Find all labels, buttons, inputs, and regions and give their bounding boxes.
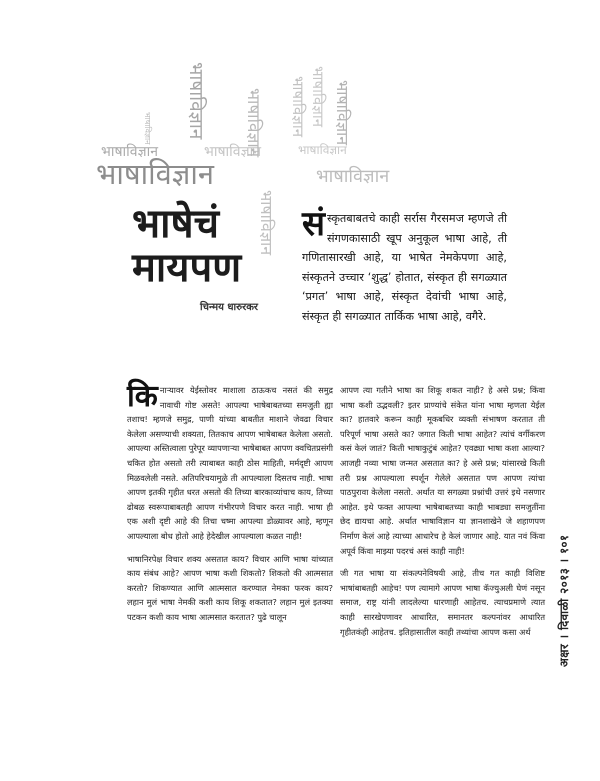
body-paragraph: जी गत भाषा या संकल्पनेविषयी आहे, तीच गत काही विशिष्ट भाषांबाबतही आहेच! पण त्यामागे आपण भाषा कॅज्युअली घेणं नसून समाज, राष्ट्र यांनी लादलेल्या धारणाही आहेतच. त्याचप्रमाणे त्यात काही सारखेपणावर आधारित, समानतर कल्पनांवर आधारित गृहीतकंही आहेतच. इतिहासातील काही तथ्यांचा आपण कसा अर्थ: [340, 568, 545, 637]
word-cloud-word: भाषाविज्ञान: [257, 190, 276, 256]
word-cloud-word: भाषाविज्ञान: [333, 80, 352, 146]
body-paragraph: [127, 379, 333, 544]
body-dropcap: कि: [127, 379, 158, 414]
word-cloud-word: भाषाविज्ञान: [289, 76, 307, 138]
page-footer: अक्षर । दिवाळी २०१३ । १०१: [557, 534, 571, 667]
body-paragraph: आपण त्या गतीने भाषा का शिकू शकत नाही? हे असे प्रश्न; किंवा भाषा कशी उद्भवली? इतर प्राण्यांचे संकेत यांना भाषा म्हणता येईल का? हातवारे करून काही मूकबधिर व्यक्ती संभाषण करतात ती परिपूर्ण भाषा असते का? जगात किती भाषा आहेत? त्यांचं वर्गीकरण कसं केलं जातं? किती भाषाकुटुंबं आहेत? एवढ्या भाषा कशा आल्या? आजही नव्या भाषा जन्मत असतात का? हे असे प्रश्न; यांसारखे किती तरी प्रश्न आपल्याला स्पर्शून गेलेले असतात पण आपण त्यांचा पाठपुरावा केलेला नसतो. अर्थात या सगळ्या प्रश्नांची उत्तरं इथे नसणार आहेत. इथे फक्त आपल्या भाषेबाबतच्या काही भाबड्या समजुतींना छेद द्यायचा आहे. अर्थात भाषाविज्ञान या ज्ञानशाखेने जे शहाणपण निर्माण केलं आहे त्याच्या आधारेच हे केलं जाणार आहे. यात नवं किंवा अपूर्व किंवा माझ्या पदरचं असं काही नाही!: [340, 385, 545, 556]
word-cloud-word: भाषाविज्ञान: [143, 112, 152, 145]
word-cloud-word: भाषाविज्ञान: [101, 144, 158, 160]
word-cloud-word: भाषाविज्ञान: [96, 157, 215, 191]
title-line-1: भाषेचं: [132, 201, 219, 247]
word-cloud-word: भाषाविज्ञान: [316, 166, 390, 187]
author-byline: चिन्मय धारुरकर: [200, 302, 258, 313]
word-cloud-word: भाषाविज्ञान: [204, 144, 261, 160]
intro-paragraph: [302, 204, 507, 327]
body-paragraph: भाषानिरपेक्ष विचार शक्य असतात काय? विचार आणि भाषा यांच्यात काय संबंध आहे? आपण भाषा कशी शिकतो? शिकतो की आत्मसात करतो? शिकण्यात आणि आत्मसात करण्यात नेमका फरक काय? लहान मुलं भाषा नेमकी कशी काय शिकू शकतात? लहान मुलं इतक्या पटकन कशी काय भाषा आत्मसात करतात? पुढे चालून: [127, 553, 333, 622]
intro-dropcap: सं: [302, 204, 325, 244]
title-line-2: मायपण: [132, 245, 242, 291]
paragraph-text: नाऱ्यावर येईस्तोवर माशाला ठाऊकच नसतं की समुद्र नावाची गोष्ट असते! आपल्या भाषेबाबतच्या समजुती ह्या तशाच! म्हणजे समुद्र, पाणी यांच्या बाबतीत माशाने जेवढा विचार केलेला असण्याची शक्यता, तितकाच आपण भाषेबाबत केलेला असतो. आपल्या अस्तित्वाला पुरेपूर व्यापणाऱ्या भाषेबाबत आपण क्वचितप्रसंगी चकित होत असतो तरी त्याबाबत काही ठोस माहिती, मर्मदृष्टी आपण मिळवलेली नसते. अतिपरिचयामुळे ती आपल्याला दिसतच नाही. भाषा आपण इतकी गृहीत धरत असतो की तिच्या बारकाव्यांचाच काय, तिच्या ढोबळ स्वरूपाबाबतही आपण गंभीरपणे विचार करत नाही. भाषा ही एक अशी दृष्टी आहे की तिचा चष्मा आपल्या डोळ्यावर आहे, म्हणून आपल्याला बोध होतो आहे हेदेखील आपल्याला कळत नाही!: [127, 385, 333, 541]
word-cloud-word: भाषाविज्ञान: [309, 66, 327, 128]
word-cloud-word: भाषाविज्ञान: [298, 143, 347, 157]
article-title: [132, 202, 302, 290]
intro-text: स्कृतबाबतचे काही सर्रास गैरसमज म्हणजे ती संगणकासाठी खूप अनुकूल भाषा आहे, ती गणितासारखी आहे, या भाषेत नेमकेपणा आहे, संस्कृतने उच्चार ‘शुद्ध’ होतात, संस्कृत ही सगळ्यात ‘प्रगत’ भाषा आहे, संस्कृत देवांची भाषा आहे, संस्कृत ही सगळ्यात तार्किक भाषा आहे, वगैरे.: [302, 212, 507, 323]
word-cloud-word: भाषाविज्ञान: [243, 88, 263, 158]
word-cloud-word: भाषाविज्ञान: [185, 62, 207, 140]
body-column-left: [127, 379, 333, 633]
body-column-right: [340, 383, 545, 647]
